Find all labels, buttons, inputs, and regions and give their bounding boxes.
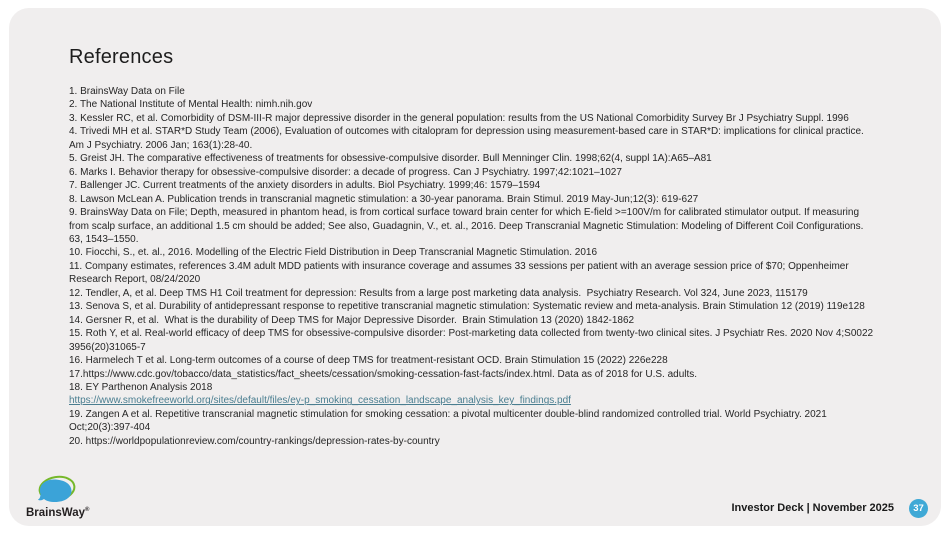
reference-item xyxy=(69,193,914,206)
reference-line: 6. Marks I. Behavior therapy for obsessive-compulsive disorder: a decade of progress. Can J Psychiatry. 1997;42:1021–1027 xyxy=(69,166,622,178)
reference-item xyxy=(69,260,914,287)
reference-item xyxy=(69,179,914,192)
reference-line: 5. Greist JH. The comparative effectiveness of treatments for obsessive-compulsive disorder. Bull Menninger Clin. 1998;62(4, suppl 1A):A65–A81 xyxy=(69,153,712,165)
reference-item xyxy=(69,327,914,354)
reference-item xyxy=(69,206,914,246)
reference-line: 17.https://www.cdc.gov/tobacco/data_statistics/fact_sheets/cessation/smoking-cessation-fast-facts/index.html. Data as of 2018 for U.S. adults. xyxy=(69,368,698,380)
slide-card xyxy=(9,8,941,526)
reference-item xyxy=(69,435,914,448)
reference-line: 10. Fiocchi, S., et. al., 2016. Modelling of the Electric Field Distribution in Deep Transcranial Magnetic Stimulation. 2016 xyxy=(69,247,598,259)
reference-item xyxy=(69,85,914,98)
footer-separator: | xyxy=(806,502,810,514)
reference-line: 16. Harmelech T et al. Long-term outcomes of a course of deep TMS for treatment-resistant OCD. Brain Stimulation 15 (2022) 226e228 xyxy=(69,355,668,367)
reference-item xyxy=(69,381,914,408)
reference-line: Oct;20(3):397-404 xyxy=(69,422,151,434)
footer-date: November 2025 xyxy=(812,502,894,514)
reference-line: 15. Roth Y, et al. Real-world efficacy of deep TMS for obsessive-compulsive disorder: Post-marketing data collected from twenty-two clinical sites. J Psychiatr Res. 2020 Nov 4;S0022 xyxy=(69,328,874,340)
reference-line: from scalp surface, an additional 1.5 cm should be added; See also, Guadagnin, V., et. al., 2016. Deep Transcranial Magnetic Stimulation: Modeling of Different Coil Configurations. xyxy=(69,220,864,232)
reference-item xyxy=(69,152,914,165)
reference-item xyxy=(69,246,914,259)
reference-line: 7. Ballenger JC. Current treatments of the anxiety disorders in adults. Biol Psychiatry. 1999;46: 1579–1594 xyxy=(69,180,541,192)
footer-deck-label: Investor Deck xyxy=(731,502,804,514)
reference-line: 13. Senova S, et al. Durability of antidepressant response to repetitive transcranial magnetic stimulation: Systematic review and meta-analysis. Brain Stimulation 12 (2019) 119e128 xyxy=(69,301,865,313)
reference-item xyxy=(69,112,914,125)
reference-line: 14. Gersner R, et al. What is the durability of Deep TMS for Major Depressive Disorder. Brain Stimulation 13 (2020) 1842-1862 xyxy=(69,314,635,326)
reference-item xyxy=(69,166,914,179)
reference-line: Research Report, 08/24/2020 xyxy=(69,274,201,286)
page-number-badge: 37 xyxy=(909,499,928,518)
reference-item xyxy=(69,287,914,300)
reference-line: Am J Psychiatry. 2006 Jan; 163(1):28-40. xyxy=(69,139,253,151)
registered-mark: ® xyxy=(85,507,90,514)
footer-caption xyxy=(731,502,894,514)
reference-line: 19. Zangen A et al. Repetitive transcranial magnetic stimulation for smoking cessation: a pivotal multicenter double-blind randomized controlled trial. World Psychiatry. 2021 xyxy=(69,408,827,420)
reference-line: 8. Lawson McLean A. Publication trends in transcranial magnetic stimulation: a 30-year panorama. Brain Stimul. 2019 May-Jun;12(3): 619-627 xyxy=(69,193,699,205)
reference-item xyxy=(69,354,914,367)
reference-line: 63, 1543–1550. xyxy=(69,233,139,245)
reference-line: 9. BrainsWay Data on File; Depth, measured in phantom head, is from cortical surface toward brain center for which E-field >=100V/m for calibrated stimulator output. If measuring xyxy=(69,207,859,219)
reference-line: 18. EY Parthenon Analysis 2018 xyxy=(69,381,213,393)
reference-line: 3. Kessler RC, et al. Comorbidity of DSM-III-R major depressive disorder in the general population: results from the US National Comorbidity Survey Br J Psychiatry Suppl. 1996 xyxy=(69,112,849,124)
reference-line: 2. The National Institute of Mental Health: nimh.nih.gov xyxy=(69,99,313,111)
reference-item xyxy=(69,98,914,111)
brainsway-logo xyxy=(25,477,90,521)
reference-item xyxy=(69,314,914,327)
reference-line: 3956(20)31065-7 xyxy=(69,341,146,353)
reference-hyperlink[interactable]: https://www.smokefreeworld.org/sites/default/files/ey-p_smoking_cessation_landscape_analysis_key_findings.pdf xyxy=(69,395,571,407)
reference-line: 4. Trivedi MH et al. STAR*D Study Team (2006), Evaluation of outcomes with citalopram for depression using measurement-based care in STAR*D: implications for clinical practice. xyxy=(69,126,864,138)
reference-line: 11. Company estimates, references 3.4M adult MDD patients with insurance coverage and assumes 33 sessions per patient with an average session price of $70; Oppenheimer xyxy=(69,260,849,272)
references-list xyxy=(69,85,914,448)
reference-item xyxy=(69,408,914,435)
brainsway-wordmark: BrainsWay® xyxy=(26,507,90,519)
reference-item xyxy=(69,368,914,381)
reference-line: 1. BrainsWay Data on File xyxy=(69,86,185,97)
reference-line: 20. https://worldpopulationreview.com/country-rankings/depression-rates-by-country xyxy=(69,435,440,447)
reference-item xyxy=(69,300,914,313)
reference-line: 12. Tendler, A, et al. Deep TMS H1 Coil treatment for depression: Results from a large post marketing data analysis. Psychiatry Research. Vol 324, June 2023, 115179 xyxy=(69,287,808,299)
reference-item xyxy=(69,125,914,152)
page-title: References xyxy=(69,46,174,68)
